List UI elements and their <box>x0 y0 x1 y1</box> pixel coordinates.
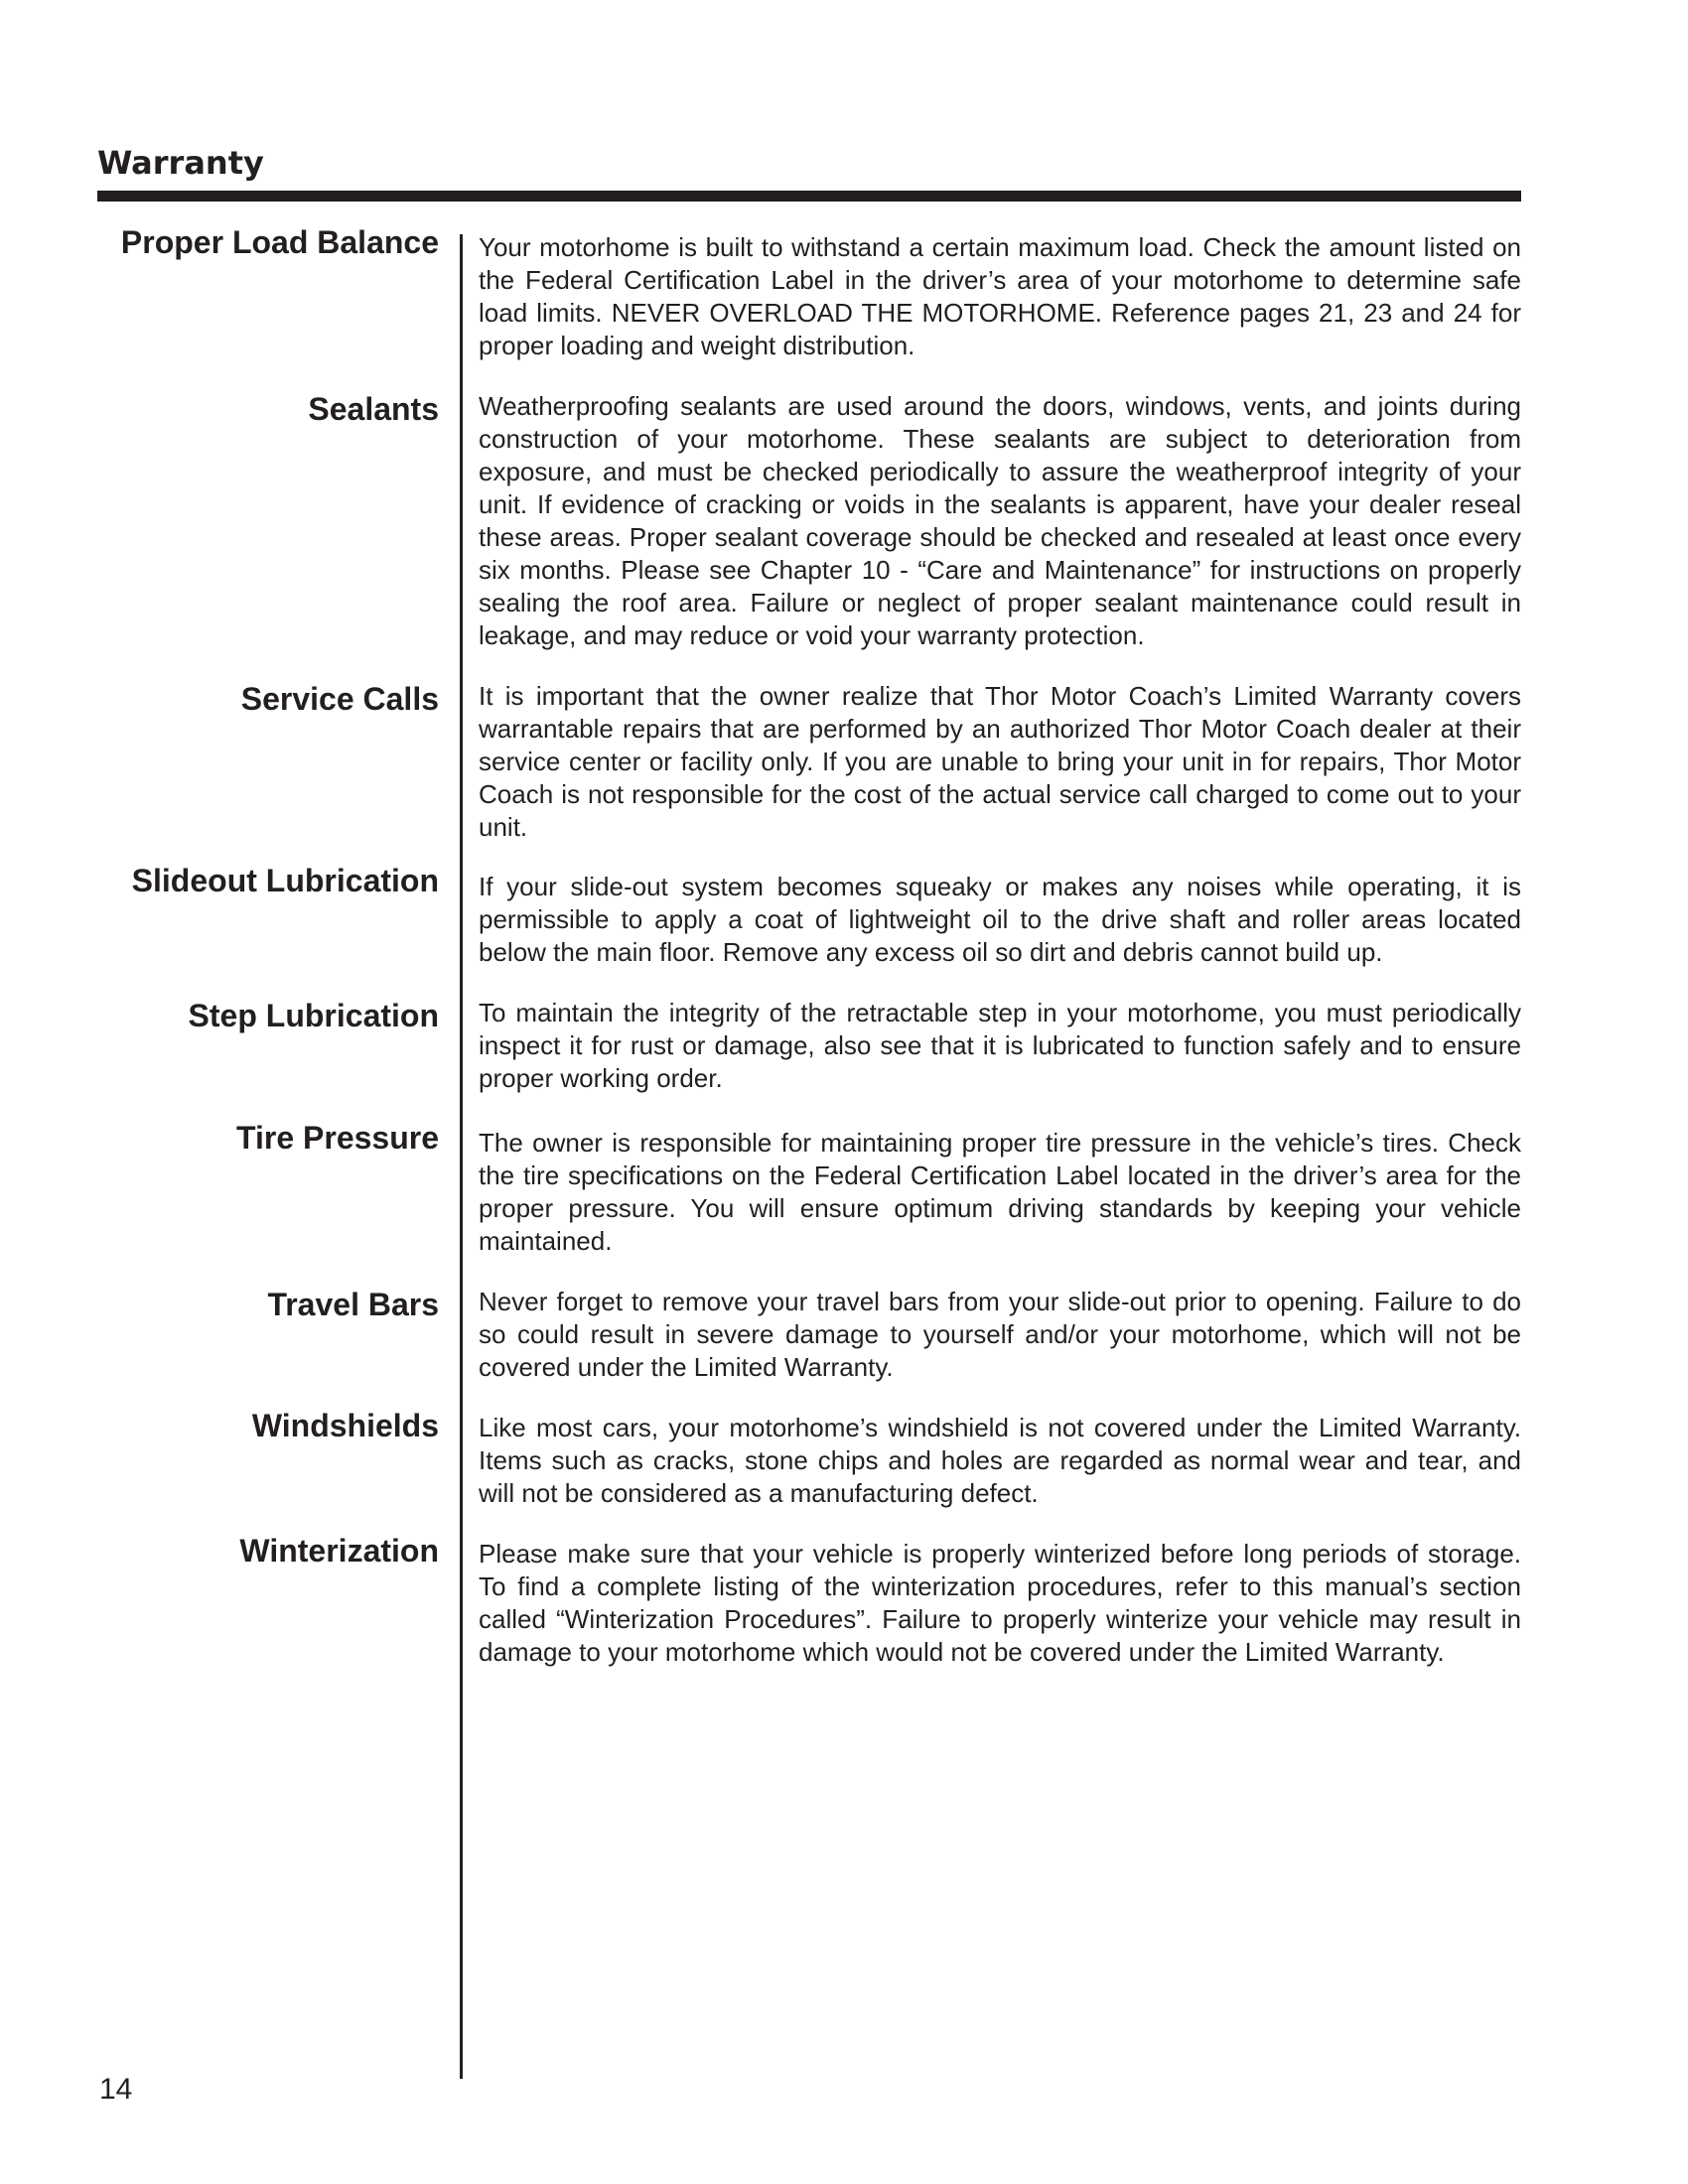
section-body-tire-pressure: The owner is responsible for maintaining proper tire pressure in the vehicle’s tires. Check the tire specifications on the Federal Certification Label located in the driver’s area for the proper pressure. You will ensure optimum driving standards by keeping your vehicle maintained. <box>479 1128 1521 1256</box>
section-heading-winterization: Winterization <box>239 1533 439 1569</box>
section-body-slideout-lubrication: If your slide-out system becomes squeaky or makes any noises while operating, it is permissible to apply a coat of lightweight oil to the drive shaft and roller areas located below the main floor. Remove any excess oil so dirt and debris cannot build up. <box>479 872 1521 967</box>
section-body-travel-bars: Never forget to remove your travel bars from your slide-out prior to opening. Failure to do so could result in severe damage to yourself and/or your motorhome, which will not be covered under the Limited Warranty. <box>479 1287 1521 1382</box>
title-rule <box>97 191 1521 202</box>
section-body-proper-load-balance: Your motorhome is built to withstand a certain maximum load. Check the amount listed on the Federal Certification Label in the driver’s area of your motorhome to determine safe load limits. NEVER OVERLOAD THE MOTORHOME. Reference pages 21, 23 and 24 for proper loading and weight distribution. <box>479 232 1521 360</box>
section-body-service-calls: It is important that the owner realize that Thor Motor Coach’s Limited Warranty covers warrantable repairs that are performed by an authorized Thor Motor Coach dealer at their service center or facility only. If you are unable to bring your unit in for repairs, Thor Motor Coach is not responsible for the cost of the actual service call charged to come out to your unit. <box>479 681 1521 842</box>
section-body-windshields: Like most cars, your motorhome’s windshield is not covered under the Limited Warranty. Items such as cracks, stone chips and holes are regarded as normal wear and tear, and will not be considered as a manufacturing defect. <box>479 1413 1521 1508</box>
page-number: 14 <box>99 2073 133 2106</box>
section-heading-sealants: Sealants <box>308 391 439 427</box>
section-heading-windshields: Windshields <box>251 1408 439 1443</box>
section-body-winterization: Please make sure that your vehicle is properly winterized before long periods of storage. To find a complete listing of the winterization procedures, refer to this manual’s section called “Winterization Procedures”. Failure to properly winterize your vehicle may result in damage to your motorhome which would not be covered under the Limited Warranty. <box>479 1539 1521 1667</box>
section-heading-proper-load-balance: Proper Load Balance <box>120 224 439 260</box>
section-heading-tire-pressure: Tire Pressure <box>236 1120 439 1156</box>
section-heading-service-calls: Service Calls <box>240 681 439 717</box>
section-heading-step-lubrication: Step Lubrication <box>188 998 439 1033</box>
page-title: Warranty <box>97 144 264 182</box>
section-body-step-lubrication: To maintain the integrity of the retractable step in your motorhome, you must periodically inspect it for rust or damage, also see that it is lubricated to function safely and to ensure proper working order. <box>479 998 1521 1093</box>
section-body-sealants: Weatherproofing sealants are used around the doors, windows, vents, and joints during construction of your motorhome. These sealants are subject to deterioration from exposure, and must be checked periodically to assure the weatherproof integrity of your unit. If evidence of cracking or voids in the sealants is apparent, have your dealer reseal these areas. Proper sealant coverage should be checked and resealed at least once every six months. Please see Chapter 10 - “Care and Maintenance” for instructions on properly sealing the roof area. Failure or neglect of proper sealant maintenance could result in leakage, and may reduce or void your warranty protection. <box>479 391 1521 650</box>
section-heading-travel-bars: Travel Bars <box>267 1287 439 1322</box>
column-divider <box>460 234 463 2079</box>
section-heading-slideout-lubrication: Slideout Lubrication <box>131 863 439 898</box>
